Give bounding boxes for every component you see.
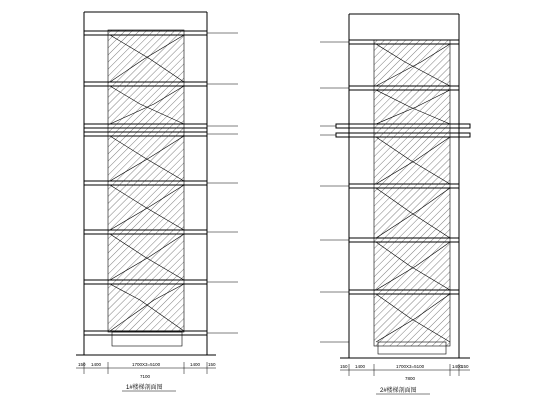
left-level-markers (207, 33, 238, 333)
left-dim-mid: 1700X3=5100 (132, 362, 161, 367)
right-dim-total: 7800 (405, 376, 416, 381)
left-dim-edge-right: 150 (208, 362, 216, 367)
left-base-footing (112, 332, 182, 346)
left-dim-edge-left: 150 (78, 362, 86, 367)
left-section-title: 1#楼梯剖面图 (126, 385, 163, 391)
right-section-title: 2#楼梯剖面图 (380, 388, 417, 394)
right-stair-section (320, 14, 470, 394)
right-dim-mid: 1700X3=5100 (396, 364, 425, 369)
left-dim-total: 7100 (140, 374, 151, 379)
right-dim-right: 1400 (452, 364, 463, 369)
left-dim-left: 1400 (91, 362, 102, 367)
right-dim-edge-left: 150 (340, 364, 348, 369)
right-dim-edge-right: 150 (461, 364, 469, 369)
right-dim-left: 1400 (355, 364, 366, 369)
right-level-markers (320, 42, 349, 342)
left-stair-section (76, 12, 238, 391)
left-dim-right: 1400 (190, 362, 201, 367)
